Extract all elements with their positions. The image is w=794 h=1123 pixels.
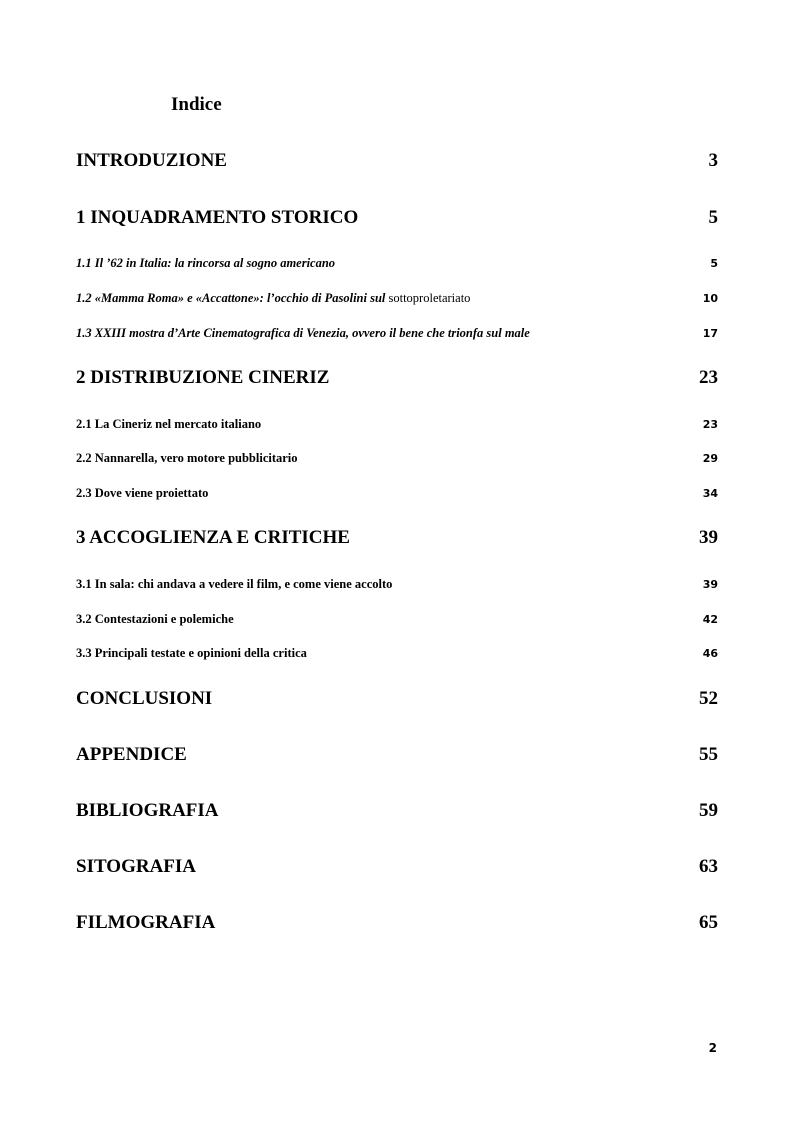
toc-entry-introduzione[interactable] xyxy=(76,150,718,172)
toc-entry-label: 2 DISTRIBUZIONE CINERIZ xyxy=(76,367,330,388)
toc-entry-page: 63 xyxy=(699,856,718,877)
toc-entry-label: CONCLUSIONI xyxy=(76,688,213,709)
toc-entry-section-2-1[interactable] xyxy=(76,417,718,432)
page-number: 2 xyxy=(708,1041,717,1055)
toc-entry-section-1-2[interactable] xyxy=(76,291,718,306)
toc-entry-bibliografia[interactable] xyxy=(76,800,718,822)
toc-entry-appendice[interactable] xyxy=(76,744,718,766)
toc-entry-label: 1.1 Il ’62 in Italia: la rincorsa al sogno americano xyxy=(76,256,336,270)
toc-entry-page: 39 xyxy=(699,527,718,548)
toc-entry-page: 3 xyxy=(708,150,718,171)
toc-entry-page: 5 xyxy=(710,257,718,270)
toc-entry-label: 1.2 «Mamma Roma» e «Accattone»: l’occhio di Pasolini sul sottoproletariato xyxy=(76,291,471,305)
toc-entry-section-1-1[interactable] xyxy=(76,256,718,271)
toc-entry-label: SITOGRAFIA xyxy=(76,856,197,877)
toc-entry-filmografia[interactable] xyxy=(76,912,718,934)
toc-entry-page: 55 xyxy=(699,744,718,765)
toc-entry-label: 3 ACCOGLIENZA E CRITICHE xyxy=(76,527,350,548)
toc-entry-label: 1.3 XXIII mostra d’Arte Cinematografica di Venezia, ovvero il bene che trionfa sul male xyxy=(76,326,530,340)
toc-entry-chapter-1[interactable] xyxy=(76,207,718,229)
toc-entry-page: 23 xyxy=(699,367,718,388)
toc-entry-label: INTRODUZIONE xyxy=(76,150,227,171)
toc-entry-section-3-1[interactable] xyxy=(76,577,718,592)
page-title: Indice xyxy=(171,94,222,115)
toc-entry-section-3-3[interactable] xyxy=(76,646,718,661)
toc-entry-label: 2.1 La Cineriz nel mercato italiano xyxy=(76,417,262,431)
table-of-contents xyxy=(76,0,718,1000)
toc-entry-page: 39 xyxy=(702,578,718,591)
toc-entry-section-1-3[interactable] xyxy=(76,326,718,341)
toc-entry-label: APPENDICE xyxy=(76,744,187,765)
toc-entry-page: 23 xyxy=(702,418,718,431)
toc-entry-page: 46 xyxy=(702,647,718,660)
toc-entry-page: 59 xyxy=(699,800,718,821)
toc-entry-page: 5 xyxy=(708,207,718,228)
toc-entry-page: 29 xyxy=(702,452,718,465)
toc-entry-page: 52 xyxy=(699,688,718,709)
toc-entry-label: 3.3 Principali testate e opinioni della critica xyxy=(76,646,307,660)
toc-entry-label: 2.3 Dove viene proiettato xyxy=(76,486,209,500)
toc-entry-section-2-3[interactable] xyxy=(76,486,718,501)
toc-entry-page: 10 xyxy=(702,292,718,305)
toc-entry-page: 42 xyxy=(702,613,718,626)
toc-entry-conclusioni[interactable] xyxy=(76,688,718,710)
toc-entry-label: BIBLIOGRAFIA xyxy=(76,800,219,821)
toc-entry-chapter-2[interactable] xyxy=(76,367,718,389)
toc-entry-label: 2.2 Nannarella, vero motore pubblicitario xyxy=(76,451,298,465)
toc-entry-label: FILMOGRAFIA xyxy=(76,912,216,933)
toc-entry-page: 65 xyxy=(699,912,718,933)
toc-entry-label: 3.1 In sala: chi andava a vedere il film, e come viene accolto xyxy=(76,577,393,591)
toc-entry-sitografia[interactable] xyxy=(76,856,718,878)
toc-entry-section-2-2[interactable] xyxy=(76,451,718,466)
toc-entry-section-3-2[interactable] xyxy=(76,612,718,627)
toc-entry-chapter-3[interactable] xyxy=(76,527,718,549)
toc-entry-label: 1 INQUADRAMENTO STORICO xyxy=(76,207,359,228)
toc-entry-page: 17 xyxy=(702,327,718,340)
toc-entry-label: 3.2 Contestazioni e polemiche xyxy=(76,612,234,626)
toc-entry-page: 34 xyxy=(702,487,718,500)
